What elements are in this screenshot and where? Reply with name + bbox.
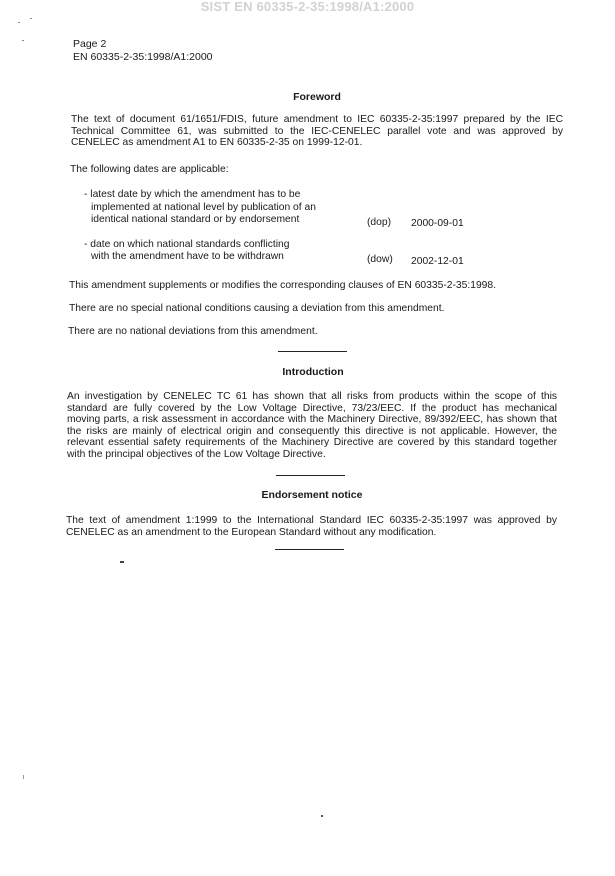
dop-abbreviation: (dop) [367, 217, 392, 228]
section-divider [278, 351, 347, 352]
introduction-line-2: standard are fully covered by the Low Voltage Directive, 73/23/EEC. If the product has mechanical [67, 402, 557, 414]
date-entry-dow-line-2: with the amendment have to be withdrawn [91, 251, 284, 262]
introduction-paragraph [67, 391, 557, 461]
document-id: EN 60335-2-35:1998/A1:2000 [73, 51, 213, 63]
foreword-line-2: Technical Committee 61, was submitted to the IEC-CENELEC parallel vote and was approved by [71, 125, 563, 137]
endorsement-line-1: The text of amendment 1:1999 to the International Standard IEC 60335-2-35:1997 was approved by [66, 515, 557, 526]
special-conditions-statement: There are no special national conditions causing a deviation from this amendment. [69, 303, 445, 314]
introduction-line-6: with the principal objectives of the Low Voltage Directive. [67, 448, 326, 460]
watermark: SIST EN 60335-2-35:1998/A1:2000 [200, 0, 415, 14]
foreword-paragraph [71, 114, 563, 149]
endorsement-line-2: CENELEC as an amendment to the European Standard without any modification. [66, 526, 437, 538]
foreword-line-1: The text of document 61/1651/FDIS, future amendment to IEC 60335-2-35:1997 prepared by the IEC [71, 114, 563, 125]
date-entry-dop-line-3: identical national standard or by endorsement [91, 214, 300, 225]
foreword-line-3: CENELEC as amendment A1 to EN 60335-2-35 on 1999-12-01. [71, 137, 363, 149]
introduction-line-4: the risks are mainly of electrical origin and consequently this directive is not applicable. However, the [67, 425, 557, 437]
dow-abbreviation: (dow) [367, 254, 393, 265]
date-entry-dop-line-2: implemented at national level by publication of an [91, 202, 316, 213]
date-entry-dop-line-1: - latest date by which the amendment has to be [84, 189, 301, 200]
scan-speck [321, 815, 323, 817]
endorsement-paragraph [66, 515, 557, 538]
date-entry-dow-line-1: - date on which national standards conflicting [84, 239, 290, 250]
section-divider [276, 475, 345, 476]
dop-date: 2000-09-01 [411, 218, 464, 229]
introduction-line-1: An investigation by CENELEC TC 61 has shown that all risks from products within the scope of this [67, 391, 557, 402]
scan-speck [30, 18, 32, 19]
national-deviations-statement: There are no national deviations from this amendment. [68, 326, 318, 337]
dates-intro: The following dates are applicable: [70, 164, 229, 175]
endorsement-heading: Endorsement notice [261, 489, 363, 501]
introduction-line-5: relevant essential safety requirements of the Machinery Directive are covered by this standard together [67, 437, 557, 449]
section-divider [275, 549, 344, 550]
scan-speck [120, 561, 124, 563]
scan-speck [23, 775, 24, 779]
page-number: Page 2 [73, 38, 107, 50]
introduction-line-3: moving parts, a risk assessment in accordance with the Machinery Directive, 89/392/EEC, has shown that [67, 414, 557, 426]
dow-date: 2002-12-01 [411, 256, 464, 267]
foreword-heading: Foreword [293, 91, 341, 103]
scan-speck [18, 22, 20, 23]
scan-speck [22, 40, 24, 41]
introduction-heading: Introduction [282, 366, 344, 378]
supplement-statement: This amendment supplements or modifies the corresponding clauses of EN 60335-2-35:1998. [69, 280, 496, 291]
